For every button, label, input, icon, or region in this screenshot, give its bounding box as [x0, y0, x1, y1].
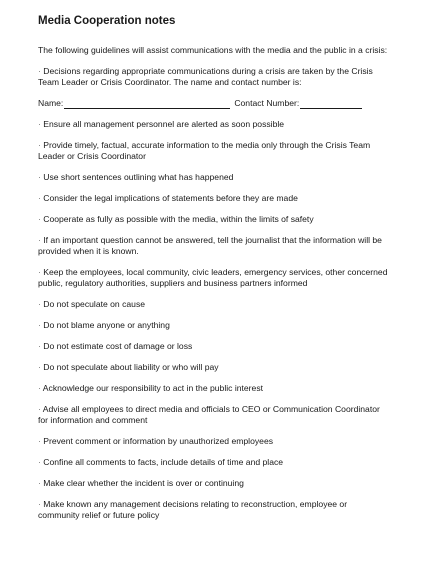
- intro-paragraph: The following guidelines will assist communications with the media and the public in a crisis:: [38, 45, 388, 55]
- name-label: Name:: [38, 98, 64, 108]
- bullet-mark: ·: [38, 66, 41, 76]
- guideline-item-text: If an important question cannot be answered, tell the journalist that the information will be provided when it is known.: [38, 235, 382, 256]
- guideline-item: [38, 193, 390, 204]
- bullet-mark: ·: [38, 172, 41, 182]
- name-blank-field[interactable]: [64, 100, 230, 109]
- guideline-item-text: Cooperate as fully as possible with the media, within the limits of safety: [43, 214, 314, 224]
- bullet-mark: ·: [38, 457, 41, 467]
- guideline-item: [38, 320, 390, 331]
- guideline-item: [38, 267, 390, 289]
- bullet-mark: ·: [38, 478, 41, 488]
- guidelines-list: [38, 119, 390, 521]
- bullet-mark: ·: [38, 404, 41, 414]
- guideline-item-text: Make clear whether the incident is over or continuing: [43, 478, 244, 488]
- contact-number-label: Contact Number:: [234, 98, 300, 108]
- guideline-item-text: Provide timely, factual, accurate information to the media only through the Crisis Team Leader or Crisis Coordinator: [38, 140, 371, 161]
- guideline-item-text: Do not estimate cost of damage or loss: [43, 341, 193, 351]
- bullet-mark: ·: [38, 193, 41, 203]
- bullet-mark: ·: [38, 140, 41, 150]
- guideline-item: [38, 172, 390, 183]
- contact-number-blank-field[interactable]: [300, 100, 362, 109]
- decision-item: [38, 66, 390, 88]
- guideline-item-text: Do not speculate about liability or who will pay: [43, 362, 219, 372]
- decision-item-text: Decisions regarding appropriate communications during a crisis are taken by the Crisis Team Leader or Crisis Coordinator. The name and contact number is:: [38, 66, 373, 87]
- bullet-mark: ·: [38, 436, 41, 446]
- document-page: [38, 14, 390, 531]
- guideline-item-text: Use short sentences outlining what has happened: [43, 172, 234, 182]
- guideline-item: [38, 299, 390, 310]
- bullet-mark: ·: [38, 214, 41, 224]
- bullet-mark: ·: [38, 362, 41, 372]
- guideline-item-text: Keep the employees, local community, civic leaders, emergency services, other concerned public, regulatory authorities, suppliers and business partners informed: [38, 267, 388, 288]
- bullet-mark: ·: [38, 299, 41, 309]
- guideline-item: [38, 341, 390, 352]
- guideline-item: [38, 235, 390, 257]
- bullet-mark: ·: [38, 341, 41, 351]
- guideline-item: [38, 119, 390, 130]
- guideline-item-text: Confine all comments to facts, include details of time and place: [43, 457, 284, 467]
- bullet-mark: ·: [38, 499, 41, 509]
- guideline-item: [38, 140, 390, 162]
- guideline-item-text: Prevent comment or information by unauthorized employees: [43, 436, 274, 446]
- guideline-item-text: Advise all employees to direct media and officials to CEO or Communication Coordinator for information and comment: [38, 404, 380, 425]
- guideline-item-text: Do not speculate on cause: [43, 299, 146, 309]
- contact-form-line: [38, 98, 390, 109]
- bullet-mark: ·: [38, 235, 41, 245]
- bullet-mark: ·: [38, 383, 41, 393]
- guideline-item: [38, 478, 390, 489]
- guideline-item: [38, 383, 390, 394]
- document-title: Media Cooperation notes: [38, 15, 176, 27]
- bullet-mark: ·: [38, 267, 41, 277]
- guideline-item-text: Do not blame anyone or anything: [43, 320, 170, 330]
- guideline-item-text: Ensure all management personnel are alerted as soon possible: [43, 119, 285, 129]
- guideline-item: [38, 436, 390, 447]
- guideline-item: [38, 404, 390, 426]
- bullet-mark: ·: [38, 119, 41, 129]
- guideline-item-text: Acknowledge our responsibility to act in the public interest: [42, 383, 264, 393]
- guideline-item-text: Make known any management decisions relating to reconstruction, employee or community relief or future policy: [38, 499, 348, 520]
- guideline-item: [38, 214, 390, 225]
- guideline-item: [38, 499, 390, 521]
- guideline-item: [38, 362, 390, 373]
- bullet-mark: ·: [38, 320, 41, 330]
- guideline-item-text: Consider the legal implications of statements before they are made: [43, 193, 298, 203]
- guideline-item: [38, 457, 390, 468]
